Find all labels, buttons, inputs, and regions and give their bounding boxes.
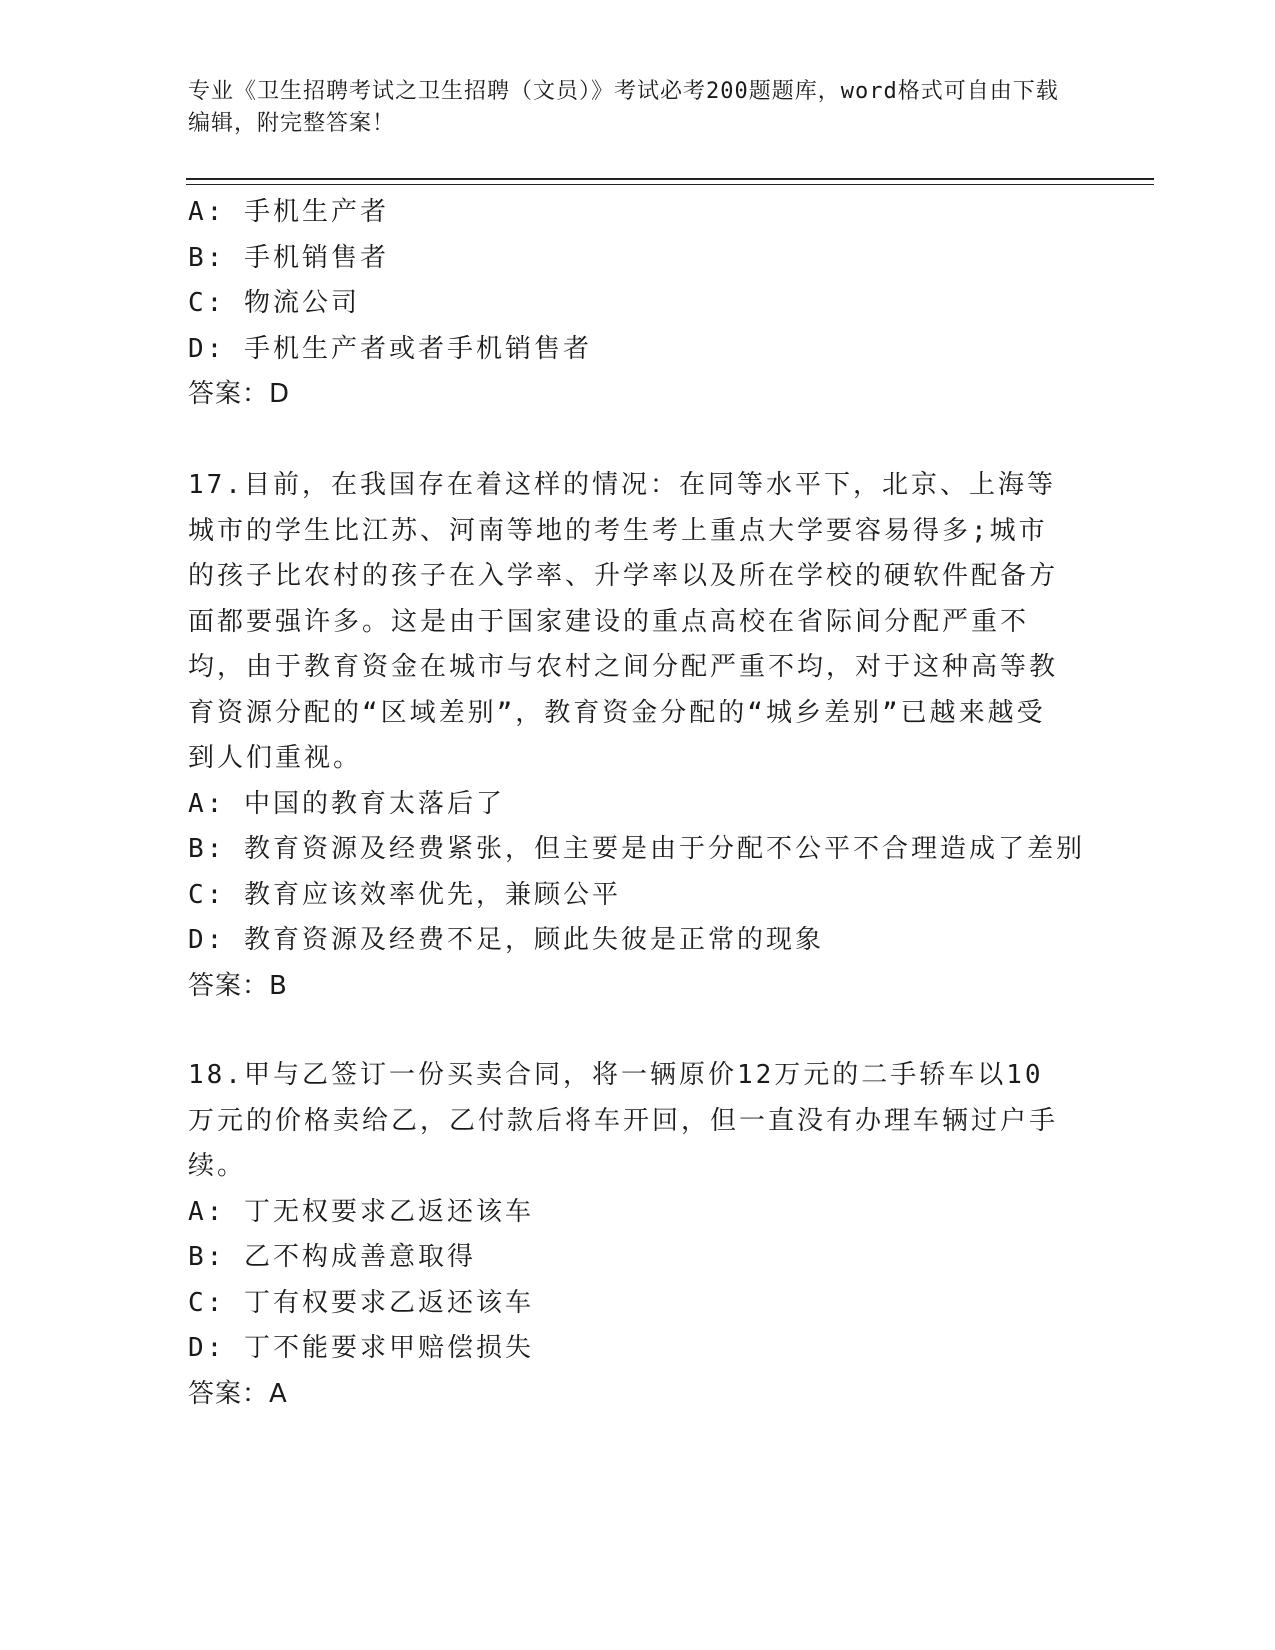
- answer: 答案：B: [188, 970, 288, 1001]
- option-b: B: 教育资源及经费紧张，但主要是由于分配不公平不合理造成了差别: [188, 834, 1085, 864]
- answer: 答案：D: [188, 379, 291, 409]
- option-d: D: 手机生产者或者手机销售者: [188, 333, 592, 364]
- option-d: D: 教育资源及经费不足，顾此失彼是正常的现象: [188, 925, 824, 955]
- option-a: A: 手机生产者: [188, 197, 389, 227]
- answer: 答案：A: [188, 1378, 288, 1409]
- option-c: C: 物流公司: [188, 288, 360, 318]
- option-d: D: 丁不能要求甲赔偿损失: [188, 1333, 534, 1363]
- option-c: C: 丁有权要求乙返还该车: [188, 1287, 534, 1318]
- question-16: [188, 190, 1088, 418]
- question-17: [188, 463, 1088, 1009]
- option-a: A: 中国的教育太落后了: [188, 788, 505, 819]
- spacer: [188, 1009, 1088, 1053]
- option-c: C: 教育应该效率优先，兼顾公平: [188, 879, 621, 910]
- question-text: 18.甲与乙签订一份买卖合同，将一辆原价12万元的二手轿车以10万元的价格卖给乙，乙付款后将车开回，但一直没有办理车辆过户手续。: [188, 1060, 1059, 1181]
- question-18: [188, 1053, 1088, 1417]
- header-rule-thin: [186, 184, 1154, 185]
- page-header: 专业《卫生招聘考试之卫生招聘（文员）》考试必考200题题库，word格式可自由下载编辑，附完整答案！: [188, 79, 1059, 136]
- option-b: B: 乙不构成善意取得: [188, 1242, 476, 1272]
- option-a: A: 丁无权要求乙返还该车: [188, 1196, 534, 1227]
- question-list: [188, 190, 1088, 1417]
- option-b: B: 手机销售者: [188, 242, 389, 273]
- header-rule-thick: [186, 178, 1154, 180]
- spacer: [188, 418, 1088, 464]
- question-text: 17.目前，在我国存在着这样的情况：在同等水平下，北京、上海等城市的学生比江苏、河南等地的考生考上重点大学要容易得多;城市的孩子比农村的孩子在入学率、升学率以及所在学校的硬软件配备方面都要强许多。这是由于国家建设的重点高校在省际间分配严重不均，由于教育资金在城市与农村之间分配严重不均，对于这种高等教育资源分配的“区域差别”，教育资金分配的“城乡差别”已越来越受到人们重视。: [188, 470, 1059, 773]
